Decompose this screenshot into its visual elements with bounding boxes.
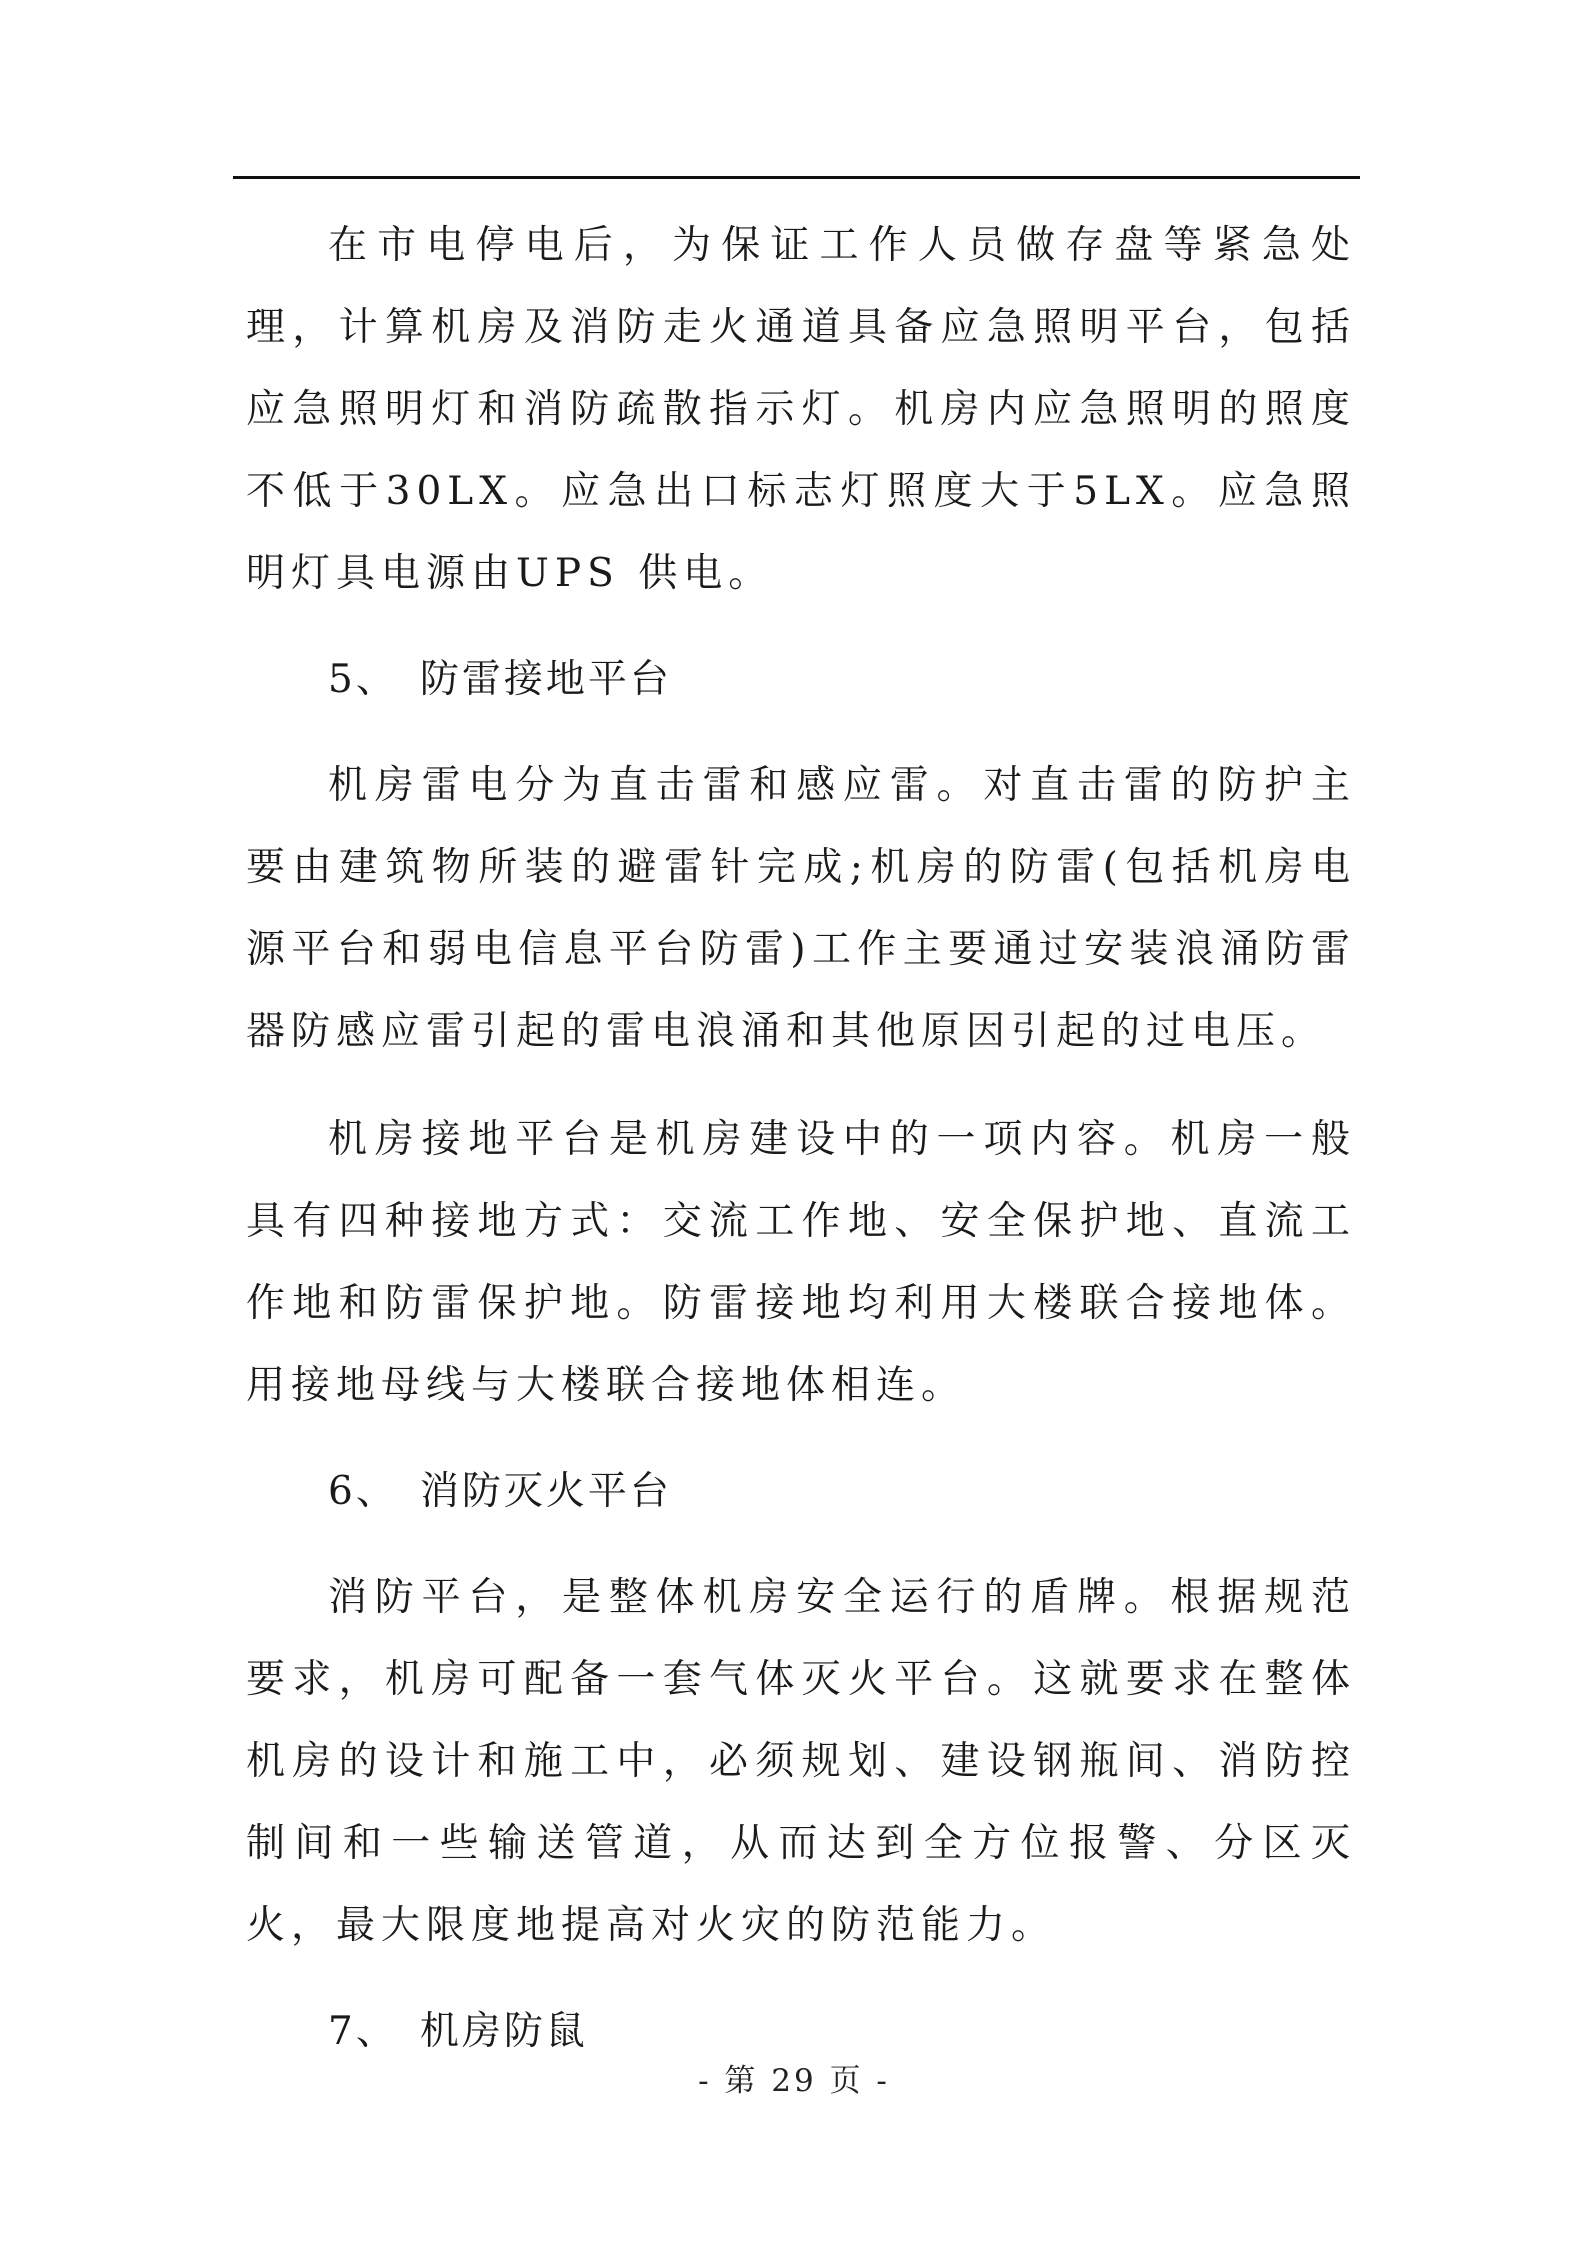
section-title: 机房防鼠 — [419, 2009, 588, 2054]
section-number: 6、 — [328, 1469, 398, 1514]
section-heading-lightning-grounding — [246, 639, 1356, 721]
paragraph-lightning-protection: 机房雷电分为直击雷和感应雷。对直击雷的防护主要由建筑物所装的避雷针完成;机房的防雷(包括机房电源平台和弱电信息平台防雷)工作主要通过安装浪涌防雷器防感应雷引起的雷电浪涌和其他原因引起的过电压。 — [246, 763, 1356, 1054]
section-number: 5、 — [328, 657, 398, 702]
page-number-footer: - 第 29 页 - — [698, 2063, 890, 2099]
section-number: 7、 — [328, 2009, 398, 2054]
header-rule — [233, 176, 1360, 179]
section-title: 消防灭火平台 — [419, 1469, 672, 1514]
section-title: 防雷接地平台 — [419, 657, 672, 702]
paragraph-emergency-lighting: 在市电停电后，为保证工作人员做存盘等紧急处理，计算机房及消防走火通道具备应急照明平台，包括应急照明灯和消防疏散指示灯。机房内应急照明的照度不低于30LX。应急出口标志灯照度大于5LX。应急照明灯具电源由UPS 供电。 — [246, 223, 1356, 596]
section-heading-fire-suppression — [246, 1451, 1356, 1533]
paragraph-grounding-methods: 机房接地平台是机房建设中的一项内容。机房一般具有四种接地方式：交流工作地、安全保护地、直流工作地和防雷保护地。防雷接地均利用大楼联合接地体。用接地母线与大楼联合接地体相连。 — [246, 1117, 1356, 1408]
paragraph-fire-protection: 消防平台，是整体机房安全运行的盾牌。根据规范要求，机房可配备一套气体灭火平台。这就要求在整体机房的设计和施工中，必须规划、建设钢瓶间、消防控制间和一些输送管道，从而达到全方位报警、分区灭火，最大限度地提高对火灾的防范能力。 — [246, 1575, 1356, 1948]
page-body — [246, 205, 1356, 2073]
